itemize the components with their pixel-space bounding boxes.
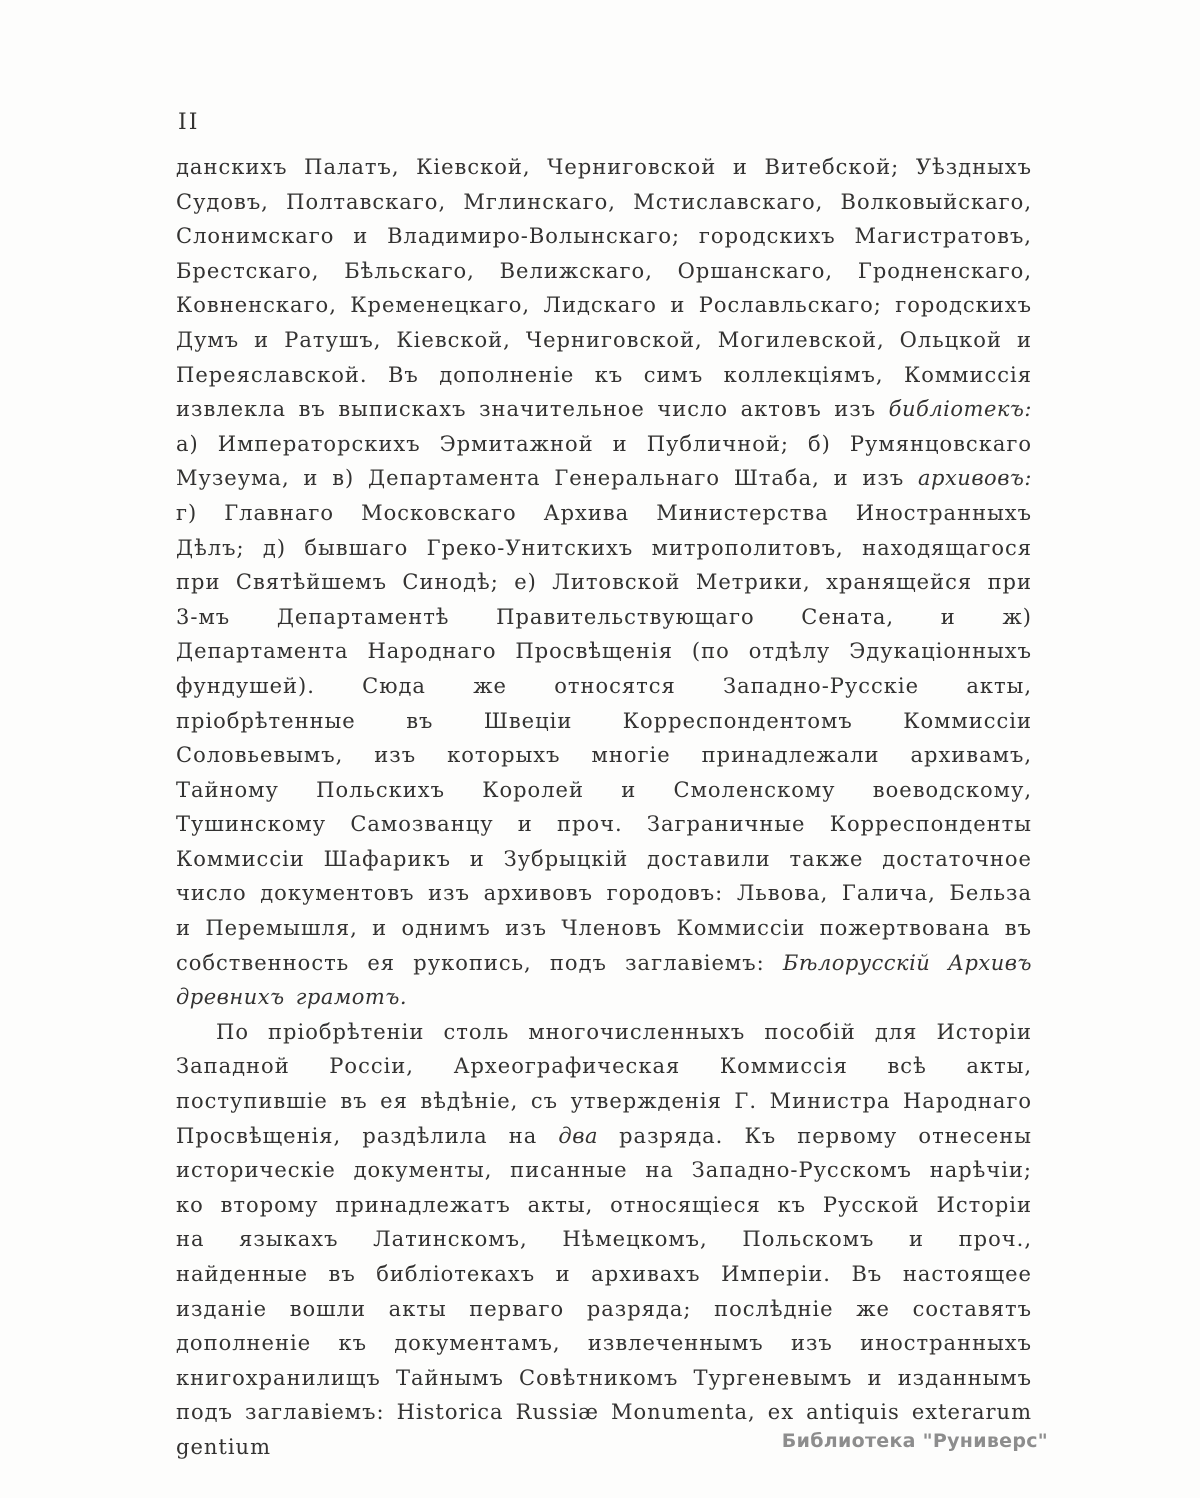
text-run: разряда. Къ первому отнесены историческіе документы, писанные на Западно-Русскомъ нарѣчіи; ко второму принадлежатъ акты, относящіеся къ Русской Исторіи на языкахъ Латинскомъ, Нѣмецкомъ, Польскомъ и проч., найденные въ библіотекахъ и архивахъ Имперіи. Въ настоящее изданіе вошли акты перваго разряда; послѣдніе же составятъ дополненіе къ документамъ, извлеченнымъ изъ иностранныхъ книгохранилищъ Тайнымъ Совѣтникомъ Тургеневымъ и изданнымъ подъ заглавіемъ: Historica Russiæ Monumenta, ex antiquis exterarum gentium xyxy=(176,1123,1033,1459)
italic-text-run: Бѣлорусскій Архивъ древнихъ грамотъ. xyxy=(176,950,1032,1010)
paragraph xyxy=(176,1015,1032,1465)
text-run: данскихъ Палатъ, Кіевской, Черниговской и Витебской; Уѣздныхъ Судовъ, Полтавскаго, Мглинскаго, Мстиславскаго, Волковыйскаго, Слонимскаго и Владимиро-Волынскаго; городскихъ Магистратовъ, Брестскаго, Бѣльскаго, Велижскаго, Оршанскаго, Гродненскаго, Ковненскаго, Кременецкаго, Лидскаго и Рославльскаго; городскихъ Думъ и Ратушъ, Кіевской, Черниговской, Могилевской, Ольцкой и Переяславской. Въ дополненіе къ симъ коллекціямъ, Коммиссія извлекла въ выпискахъ значительное число актовъ изъ xyxy=(176,155,1032,422)
italic-text-run: архивовъ: xyxy=(918,466,1032,491)
paragraph xyxy=(176,150,1032,1015)
page-number: II xyxy=(178,110,200,135)
text-block xyxy=(176,150,1032,1465)
text-run: г) Главнаго Московскаго Архива Министерства Иностранныхъ Дѣлъ; д) бывшаго Греко-Унитскихъ митрополитовъ, находящагося при Святѣйшемъ Синодѣ; е) Литовской Метрики, хранящейся при 3-мъ Департаментѣ Правительствующаго Сената, и ж) Департамента Народнаго Просвѣщенія (по отдѣлу Эдукаціонныхъ фундушей). Сюда же относятся Западно-Русскіе акты, пріобрѣтенные въ Швеціи Корреспондентомъ Коммиссіи Соловьевымъ, изъ которыхъ многіе принадлежали архивамъ, Тайному Польскихъ Королей и Смоленскому воеводскому, Тушинскому Самозванцу и проч. Заграничные Корреспонденты Коммиссіи Шафарикъ и Зубрыцкій доставили также достаточное число документовъ изъ архивовъ городовъ: Львова, Галича, Бельза и Перемышля, и однимъ изъ Членовъ Коммиссіи пожертвована въ собственность ея рукопись, подъ заглавіемъ: xyxy=(176,500,1032,975)
italic-text-run: библіотекъ: xyxy=(888,397,1032,422)
italic-text-run: два xyxy=(558,1123,598,1148)
text-run: По пріобрѣтеніи столь многочисленныхъ пособій для Исторіи Западной Россіи, Археографическая Коммиссія всѣ акты, поступившіе въ ея вѣдѣніе, съ утвержденія Г. Министра Народнаго Просвѣщенія, раздѣлила на xyxy=(176,1019,1032,1148)
watermark: Библиотека "Руниверс" xyxy=(781,1430,1048,1452)
text-run: а) Императорскихъ Эрмитажной и Публичной; б) Румянцовскаго Музеума, и в) Департамента Генеральнаго Штаба, и изъ xyxy=(176,431,1032,491)
